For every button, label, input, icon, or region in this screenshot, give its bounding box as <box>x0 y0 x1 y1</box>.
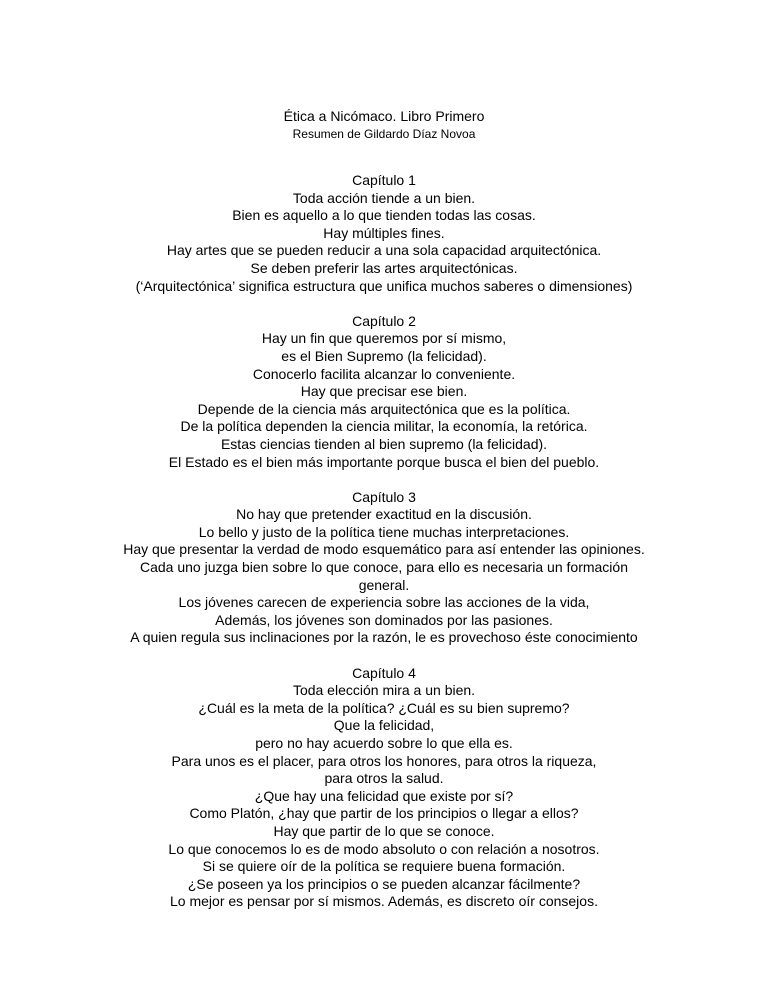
chapter-line: Bien es aquello a lo que tienden todas las cosas. <box>232 207 536 224</box>
chapter-line: es el Bien Supremo (la felicidad). <box>281 347 487 364</box>
chapter-line: ¿Que hay una felicidad que existe por sí? <box>254 787 514 804</box>
document-title: Ética a Nicómaco. Libro Primero <box>283 108 485 124</box>
chapter-line: Hay que partir de lo que se conoce. <box>273 822 495 839</box>
chapter-line: Hay que precisar ese bien. <box>300 383 468 400</box>
chapter-line: Lo mejor es pensar por sí mismos. Además, es discreto oír consejos. <box>170 893 598 910</box>
chapter-section <box>0 313 768 471</box>
chapter-line: Cada uno juzga bien sobre lo que conoce, para ello es necesaria un formación <box>140 559 628 576</box>
chapter-heading: Capítulo 4 <box>352 664 416 681</box>
chapter-line: ¿Se poseen ya los principios o se pueden alcanzar fácilmente? <box>187 875 581 892</box>
chapter-line: Para unos es el placer, para otros los honores, para otros la riqueza, <box>171 752 597 769</box>
chapter-line: Toda elección mira a un bien. <box>292 682 476 699</box>
chapter-line: Se deben preferir las artes arquitectónicas. <box>250 259 518 276</box>
chapter-line: ¿Cuál es la meta de la política? ¿Cuál es su bien supremo? <box>198 699 570 716</box>
chapter-line: general. <box>358 576 410 593</box>
chapter-heading: Capítulo 3 <box>352 488 416 505</box>
chapter-line: Toda acción tiende a un bien. <box>292 189 476 206</box>
chapter-heading: Capítulo 2 <box>352 312 416 329</box>
chapter-line: para otros la salud. <box>324 770 444 787</box>
chapter-line: Hay artes que se pueden reducir a una sola capacidad arquitectónica. <box>166 242 602 259</box>
chapter-line: A quien regula sus inclinaciones por la razón, le es provechoso éste conocimiento <box>130 629 638 646</box>
chapter-line: Hay un fin que queremos por sí mismo, <box>261 330 507 347</box>
chapter-section <box>0 489 768 647</box>
chapter-line: Que la felicidad, <box>333 717 435 734</box>
chapter-list <box>0 172 768 929</box>
chapter-line: No hay que pretender exactitud en la discusión. <box>236 506 532 523</box>
chapter-line: Conocerlo facilita alcanzar lo conveniente. <box>252 365 516 382</box>
chapter-line: (‘Arquitectónica’ significa estructura que unifica muchos saberes o dimensiones) <box>135 277 633 294</box>
document-subtitle: Resumen de Gildardo Díaz Novoa <box>292 127 476 141</box>
chapter-line: Los jóvenes carecen de experiencia sobre las acciones de la vida, <box>178 594 590 611</box>
chapter-line: Lo que conocemos lo es de modo absoluto o con relación a nosotros. <box>168 840 600 857</box>
chapter-line: Estas ciencias tienden al bien supremo (la felicidad). <box>220 435 548 452</box>
chapter-line: Además, los jóvenes son dominados por las pasiones. <box>215 611 553 628</box>
chapter-line: Hay que presentar la verdad de modo esquemático para así entender las opiniones. <box>123 541 645 558</box>
chapter-line: Si se quiere oír de la política se requiere buena formación. <box>202 858 566 875</box>
chapter-section <box>0 172 768 295</box>
chapter-heading: Capítulo 1 <box>352 172 416 188</box>
chapter-line: pero no hay acuerdo sobre lo que ella es. <box>255 735 513 751</box>
chapter-line: De la política dependen la ciencia militar, la economía, la retórica. <box>180 418 588 435</box>
chapter-line: Como Platón, ¿hay que partir de los principios o llegar a ellos? <box>189 805 579 822</box>
chapter-line: El Estado es el bien más importante porque busca el bien del pueblo. <box>168 453 600 470</box>
chapter-line: Depende de la ciencia más arquitectónica que es la política. <box>197 400 571 417</box>
chapter-line: Hay múltiples fines. <box>323 224 445 241</box>
chapter-section <box>0 665 768 911</box>
chapter-line: Lo bello y justo de la política tiene muchas interpretaciones. <box>198 523 570 540</box>
